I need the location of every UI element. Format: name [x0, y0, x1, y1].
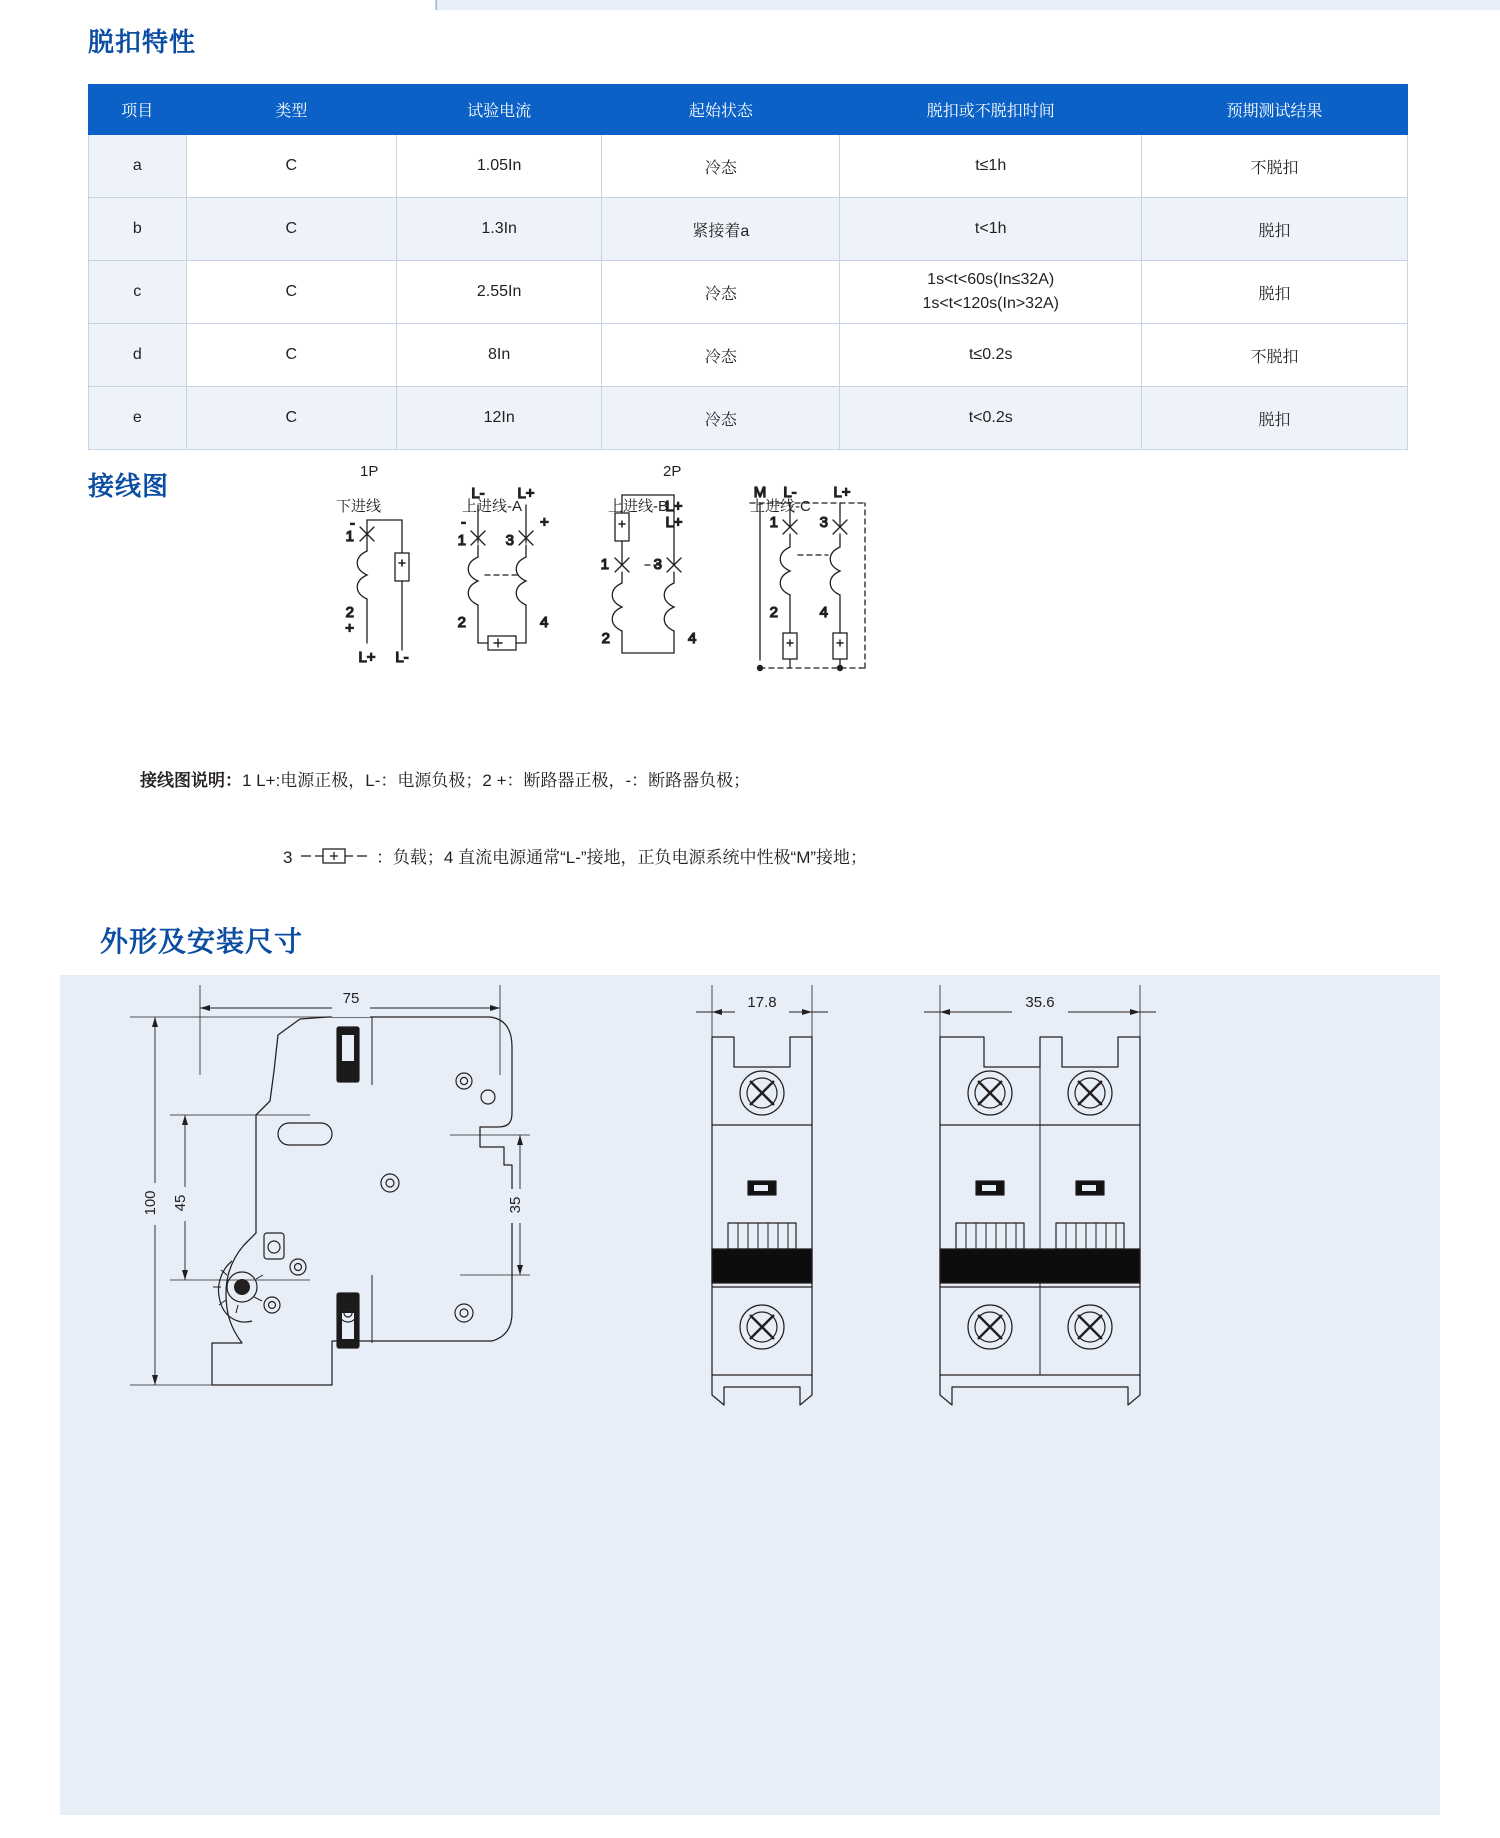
section-title-trip-characteristics: 脱扣特性 — [88, 27, 197, 57]
wiring-diagram-2p-top-feed-a — [468, 505, 533, 650]
cell-time: t<1h — [840, 198, 1141, 261]
cell-current: 12In — [397, 387, 602, 450]
table-row — [89, 198, 1408, 261]
cell-type: C — [186, 198, 397, 261]
wiring-title-bottom-feed: 下进线 — [336, 498, 382, 515]
breaker-front-1p — [712, 1037, 812, 1405]
svg-text:2: 2 — [457, 614, 466, 631]
svg-text:1: 1 — [769, 514, 778, 531]
svg-text:4: 4 — [688, 630, 697, 647]
cell-state: 冷态 — [602, 387, 840, 450]
cell-time-line1: 1s<t<60s(In≤32A) — [927, 271, 1055, 288]
cell-item: b — [89, 198, 187, 261]
dim-label-width-17-8: 17.8 — [747, 994, 777, 1011]
cell-current: 2.55In — [397, 261, 602, 324]
cell-result: 脱扣 — [1141, 261, 1407, 324]
svg-text:L+: L+ — [665, 514, 683, 531]
wiring-note-text-2: ：负载；4 直流电源通常“L-”接地，正负电源系统中性极“M”接地； — [375, 848, 868, 867]
dim-label-width-35-6: 35.6 — [1025, 994, 1055, 1011]
svg-text:2: 2 — [345, 604, 354, 621]
section-title-wiring-diagram: 接线图 — [88, 471, 170, 501]
svg-text:2: 2 — [601, 630, 610, 647]
wiring-diagram-group — [250, 465, 1110, 735]
cell-time-line2: 1s<t<120s(In>32A) — [922, 295, 1059, 312]
cell-state: 冷态 — [602, 324, 840, 387]
svg-text:+: + — [345, 620, 354, 637]
svg-text:L-: L- — [395, 649, 409, 666]
svg-text:L+: L+ — [665, 498, 683, 515]
wiring-note-prefix: 接线图说明： — [140, 771, 242, 790]
wiring-title-top-feed-a: 上进线-A — [462, 498, 523, 515]
header-trip-time: 脱扣或不脱扣时间 — [840, 85, 1141, 135]
svg-text:L+: L+ — [358, 649, 376, 666]
table-row — [89, 387, 1408, 450]
dim-label-width-75: 75 — [342, 990, 360, 1007]
wiring-note-text-1: 1 L+:电源正极，L-：电源负极；2 +：断路器正极，-：断路器负极； — [242, 771, 751, 790]
wiring-title-top-feed-b: 上进线-B — [608, 498, 669, 515]
wiring-title-top-feed-c: 上进线-C — [750, 498, 811, 515]
breaker-front-2p — [940, 1037, 1140, 1405]
svg-text:4: 4 — [540, 614, 549, 631]
svg-text:L-: L- — [471, 485, 485, 502]
svg-text:1: 1 — [600, 556, 609, 573]
dim-label-height-45: 45 — [172, 1194, 189, 1212]
svg-text:L+: L+ — [517, 485, 535, 502]
wiring-diagram-1p-bottom-feed — [357, 520, 409, 650]
wiring-note-line-1 — [140, 766, 750, 791]
cell-time — [840, 261, 1141, 324]
breaker-side-profile — [212, 1017, 512, 1385]
table-row — [89, 135, 1408, 198]
dimension-drawing-svg — [60, 975, 1440, 1815]
cell-state: 冷态 — [602, 135, 840, 198]
wiring-group-label-1p: 1P — [360, 463, 379, 480]
top-edge-band — [435, 0, 1500, 10]
cell-result: 不脱扣 — [1141, 135, 1407, 198]
svg-text:3: 3 — [653, 556, 662, 573]
header-initial-state: 起始状态 — [602, 85, 840, 135]
wiring-schematic-svg — [250, 465, 1110, 735]
svg-text:2: 2 — [769, 604, 778, 621]
svg-text:1: 1 — [457, 532, 466, 549]
table-row — [89, 261, 1408, 324]
cell-current: 1.05In — [397, 135, 602, 198]
cell-state: 冷态 — [602, 261, 840, 324]
svg-text:4: 4 — [819, 604, 828, 621]
header-item: 项目 — [89, 85, 187, 135]
cell-item: d — [89, 324, 187, 387]
cell-item: a — [89, 135, 187, 198]
wiring-note-line-2 — [283, 843, 867, 871]
header-test-current: 试验电流 — [397, 85, 602, 135]
cell-item: c — [89, 261, 187, 324]
svg-text:+: + — [540, 514, 549, 531]
svg-text:-: - — [350, 515, 355, 532]
header-type: 类型 — [186, 85, 397, 135]
cell-time: t<0.2s — [840, 387, 1141, 450]
cell-current: 1.3In — [397, 198, 602, 261]
dim-label-height-100: 100 — [142, 1190, 159, 1216]
table-row — [89, 324, 1408, 387]
svg-text:M: M — [753, 484, 767, 501]
wiring-diagram-2p-top-feed-c — [750, 503, 865, 668]
cell-result: 脱扣 — [1141, 198, 1407, 261]
dimension-drawing-panel — [60, 975, 1440, 1815]
table-header-row — [89, 85, 1408, 135]
wiring-note-index-3: 3 — [283, 848, 293, 867]
cell-time: t≤0.2s — [840, 324, 1141, 387]
header-expected-result: 预期测试结果 — [1141, 85, 1407, 135]
svg-text:L+: L+ — [833, 484, 851, 501]
svg-text:-: - — [461, 514, 466, 531]
cell-type: C — [186, 135, 397, 198]
svg-text:3: 3 — [819, 514, 828, 531]
load-symbol-icon — [301, 846, 367, 871]
cell-item: e — [89, 387, 187, 450]
section-title-dimensions: 外形及安装尺寸 — [100, 926, 304, 957]
cell-current: 8In — [397, 324, 602, 387]
cell-result: 脱扣 — [1141, 387, 1407, 450]
cell-type: C — [186, 261, 397, 324]
svg-text:1: 1 — [345, 528, 354, 545]
top-edge-divider — [436, 0, 437, 10]
cell-type: C — [186, 387, 397, 450]
cell-state: 紧接着a — [602, 198, 840, 261]
svg-text:L-: L- — [783, 484, 797, 501]
wiring-group-label-2p: 2P — [663, 463, 682, 480]
trip-characteristics-table — [88, 84, 1408, 450]
cell-type: C — [186, 324, 397, 387]
svg-text:3: 3 — [505, 532, 514, 549]
cell-time: t≤1h — [840, 135, 1141, 198]
dim-label-depth-35: 35 — [507, 1196, 524, 1214]
cell-result: 不脱扣 — [1141, 324, 1407, 387]
